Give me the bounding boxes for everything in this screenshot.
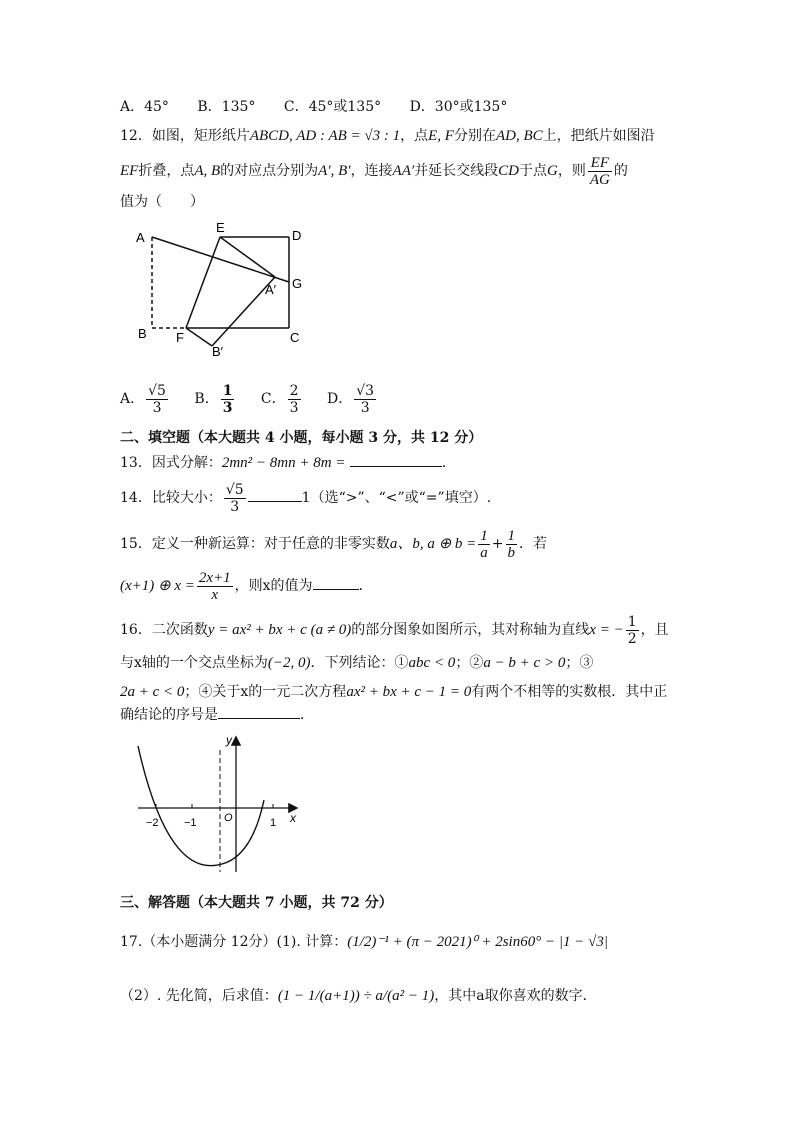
q12-option-b: B． $\frac{1}{3}$ (194, 382, 233, 416)
q16-axis-y: y (226, 733, 232, 747)
q12-label-f: F (176, 330, 184, 345)
q15-answer-blank[interactable] (313, 575, 359, 590)
q16-line3: 2a + c < 0；④关于x的一元二次方程ax² + bx + c − 1 = 0有两个不相等的实数根．其中正 (120, 684, 668, 700)
q13-answer-blank[interactable] (350, 452, 442, 467)
q12-label-d: D (292, 228, 302, 243)
q12-label-aprime: A′ (265, 282, 277, 297)
q11-option-b: B．135° (197, 99, 256, 115)
q16-graph (130, 730, 310, 880)
q16-tick-minus1: −1 (184, 817, 197, 829)
q12-figure (130, 222, 320, 362)
q12-label-c: C (290, 330, 300, 345)
section-3-title: 三、解答题（本大题共 7 小题，共 72 分） (120, 895, 393, 911)
q16-tick-1: 1 (270, 817, 277, 829)
q12-line2: EF折叠，点A, B的对应点分别为A′, B′，连接AA′并延长交线段CD于点G，则 $\frac{EF}{AG}$ 的 (120, 154, 628, 188)
q16-line1: 16．二次函数y = ax² + bx + c (a ≠ 0)的部分图象如图所示，其对称轴为直线x = − $\frac{1}{2}$ ，且 (120, 613, 669, 647)
q16-line4: 确结论的序号是 ． (120, 704, 314, 725)
q12-label-a: A (136, 230, 145, 245)
q12-label-bprime: B′ (212, 344, 224, 359)
q12-option-d: D． $\frac{√3}{3}$ (327, 382, 375, 416)
section-2-title: 二、填空题（本大题共 4 小题，每小题 3 分，共 12 分） (120, 430, 483, 446)
q11-options (120, 97, 531, 117)
q14-answer-blank[interactable] (248, 487, 302, 502)
q16-axis-x: x (290, 811, 296, 825)
q12-label-g: G (292, 276, 303, 291)
q12-line1: 12．如图，矩形纸片ABCD, AD : AB = √3 : 1，点E, F分别在AD, BC上，把纸片如图沿 (120, 128, 655, 144)
q12-option-a: A． $\frac{√5}{3}$ (120, 382, 166, 416)
q12-label-b: B (138, 326, 147, 341)
q12-ratio: $\frac{EF}{AG}$ (589, 154, 610, 188)
q15-line2: (x+1) ⊕ x = $\frac{2x+1}{x}$ ，则x的值为 ． (120, 569, 373, 603)
q12-label-e: E (216, 222, 225, 235)
q12-options (120, 379, 378, 419)
q11-option-a: A．45° (120, 99, 169, 115)
q15-line1: 15．定义一种新运算：对于任意的非零实数a、b, a ⊕ b = $\frac{1}{a}$ + $\frac{1}{b}$ ．若 (120, 527, 548, 561)
q11-option-c: C．45°或135° (283, 99, 382, 115)
q16-answer-blank[interactable] (218, 704, 300, 719)
q16-line2: 与x轴的一个交点坐标为(−2, 0)．下列结论：①abc < 0；②a − b + c > 0；③ (120, 655, 594, 671)
q14: 14．比较大小： $\frac{√5}{3}$ 1（选“>”、“<”或“=”填空）. (120, 481, 492, 515)
q12-line3: 值为（ ） (120, 194, 204, 210)
q17-line1: 17.（本小题满分 12分）(1). 计算：(1/2)⁻¹ + (π − 2021)⁰ + 2sin60° − |1 − √3| (120, 934, 608, 950)
q12-option-c: C． $\frac{2}{3}$ (260, 382, 299, 416)
q11-option-d: D．30°或135° (409, 99, 508, 115)
q17-line2: （2）. 先化简，后求值：(1 − 1/(a+1)) ÷ a/(a² − 1)，其中a取你喜欢的数字． (120, 988, 597, 1004)
q16-origin: O (224, 812, 233, 824)
q13: 13．因式分解：2mn² − 8mn + 8m = ． (120, 452, 456, 473)
q16-tick-minus2: −2 (146, 817, 159, 829)
